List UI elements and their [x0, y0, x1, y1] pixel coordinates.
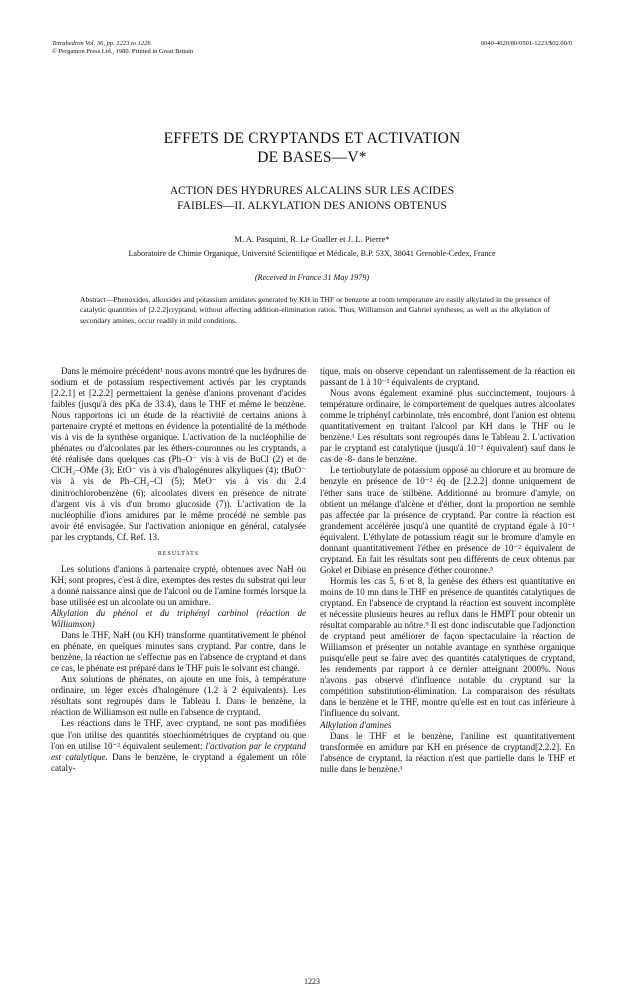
paragraph: Les solutions d'anions à partenaire crypté, obtenues avec NaH ou KH, sont propres, c'est à dire, exemptes des restes du substrat qui leur a donné naissance ainsi que de l'alcool ou de l'amine formés lorsque la base utilisée est un alcoolate ou un amidure.: [51, 563, 306, 607]
left-column: [51, 366, 306, 774]
right-column: [320, 366, 575, 775]
subsection-heading: Alkylation d'amines: [320, 719, 392, 730]
paragraph-text: Dans le benzène, le cryptand a également un rôle cataly-: [51, 751, 306, 773]
paragraph: Aux solutions de phénates, on ajoute en une fois, à température ordinaire, un léger excès d'halogénure (1.2 à 2 équivalents). Les résultats sont regroupés dans le Tableau I. Dans le benzène, la réaction de Williamson est nulle en l'absence de cryptand.: [51, 674, 306, 718]
section-heading: RESULTATS: [157, 550, 200, 557]
paragraph: Hormis les cas 5, 6 et 8, la genèse des éthers est quantitative en moins de 10 mn dans le THF en présence de quantités catalytiques de cryptand. En l'absence de cryptand la réaction est souvent incomplète et nécessite plusieurs heures au reflux dans le HMPT pour obtenir un résultat comparable au nôtre.⁹ Il est donc indiscutable que l'adjonction de cryptand peut améliorer de façon spectaculaire la réaction de Williamson et présenter un notable avantage en synthèse organique puisqu'elle peut se faire avec des quantités catalytiques de cryptand, les rendements par rapport à ce dernier atteignant 2000%. Nous n'avons pas observé d'influence notable du cryptand sur la compétition substitution-élimination. La comparaison des résultats dans le benzène et le THF, montre qu'elle est en tout cas inférieure à l'influence du solvant.: [320, 575, 575, 719]
paragraph-text: Les réactions dans le THF, avec cryptand, ne sont pas modifiées que l'on utilise des quantités stoechiométriques de cryptand ou que l'on en utilise 10⁻² équivalent seulement:: [51, 718, 306, 751]
journal-citation: [52, 40, 193, 56]
journal-code: 0040-4020/80/0501-1223/$02.00/0: [480, 40, 572, 47]
page-number: 1223: [304, 977, 320, 986]
abstract: Abstract—Phenoxides, alkoxides and potassium amidates generated by KH in THF or benzene at room temperature are easily alkylated in the presence of catalytic quantities of [2.2.2]cryptand, without affecting addition-elimination ratios. Thus, Williamson and Gabriel syntheses, as well as the alkylation of secondary amines, occur readily in mild conditions.: [80, 295, 550, 325]
paragraph: Dans le THF, NaH (ou KH) transforme quantitativement le phénol en phénate, en quelques minutes sans cryptand. Par contre, dans le benzène, la réaction ne s'effectue pas en l'absence de cryptand et dans ce cas, le phénate est préparé dans le THF puis le solvant est changé.: [51, 630, 306, 674]
paragraph: Dans le THF et le benzène, l'aniline est quantitativement transformée en amidure par KH en présence de cryptand[2.2.2]. En l'absence de cryptand, la réaction n'est que partielle dans le THF et nulle dans le benzène.¹: [320, 730, 575, 774]
article-subtitle-line1: ACTION DES HYDRURES ALCALINS SUR LES ACIDES: [169, 185, 455, 197]
paragraph: Nous avons également examiné plus succinctement, toujours à température ordinaire, le comportement de quelques autres alcoolates comme le triphényl carbinolate, très encombré, dont l'anion est obtenu quantitativement en traitant l'alcool par KH dans le THF ou le benzène.¹ Les résultats sont regroupés dans le Tableau 2. L'activation par le cryptand est catalytique (jusqu'à 10⁻² équivalent) sauf dans le cas de -8- dans le benzène.: [320, 388, 575, 465]
received-date: (Received in France 31 May 1979): [254, 273, 370, 282]
article-title-line2: DE BASES—V*: [257, 149, 367, 166]
article-title-line1: EFFETS DE CRYPTANDS ET ACTIVATION: [163, 130, 461, 147]
journal-citation-line2: © Pergamon Press Ltd., 1980. Printed in Great Britain: [52, 48, 194, 55]
paragraph: Dans le mémoire précédent¹ nous avons montré que les hydrures de sodium et de potassium respectivement activés par les cryptands [2.2.1] et [2.2.2] permettaient la genèse d'anions provenant d'acides faibles (jusqu'à des pKa de 33.4), dans le THF et même le benzène. Nous rapportons ici un étude de la réactivité de certains anions à partenaire crypté et mettons en évidence la potentialité de la méthode vis à vis de la synthèse organique. L'activation de la nucléophilie de phénates ou d'alcoolates par les éthers-couronnes ou les cryptands, a été réalisée dans quelques cas (Ph–O⁻ vis à vis de BuCl (2) et de ClCH₂–OMe (3); EtO⁻ vis à vis d'halogénures alkyliques (4); tBuO⁻ vis à vis de Ph–CH₂–Cl (5); MeO⁻ vis à vis du 2.4 dinitrochlorobenzène (6); alcoolates divers en présence de nitrate d'argent vis à vis d'un bromo glucoside (7)). L'activation de la nucléophilie d'ions amidures par le même procédé ne semble pas avoir été envisagée. Sur l'activation anionique en général, catalysée par les cryptands, Cf. Ref. 13.: [51, 366, 306, 542]
journal-citation-line1: Tetrahedron Vol. 36, pp. 1223 to 1226: [52, 40, 151, 47]
authors: M. A. Pasquini, R. Le Goaller et J. L. Pierre*: [234, 234, 390, 244]
subsection-heading: Alkylation du phénol et du triphényl carbinol (réaction de Williamson): [51, 607, 306, 630]
paragraph: Le tertiobutylate de potassium opposé au chlorure et au bromure de benzyle en présence de 10⁻² éq de [2.2.2] donne uniquement de l'éther sans trace de stilbène. Additionné au bromure d'amyle, on obtient un mélange d'alcène et d'éther, dont la proportion ne semble pas affectée par la présence de cryptand. Par contre la réaction est grandement accélérée jusqu'à une quantité de cryptand égale à 10⁻¹ équivalent. L'éthylate de potassium réagit sur le bromure d'amyle en donnant quantitativement l'éther en présence de 10⁻² équivalent de cryptand. En fait les résultats sont peu différents de ceux obtenus par Gokel et Dibiase en présence d'éther couronne.⁵: [320, 465, 575, 575]
affiliation: Laboratoire de Chimie Organique, Université Scientifique et Médicale, B.P. 53X, 38041 Grenoble-Cedex, France: [128, 249, 496, 258]
emphasis-text: l'activation par le cryptand est catalytique.: [51, 740, 307, 762]
paragraph: tique, mais on observe cependant un ralentissement de la réaction en passant de 1 à 10⁻² équivalents de cryptand.: [320, 366, 575, 388]
paragraph: [51, 718, 306, 773]
article-subtitle-line2: FAIBLES—II. ALKYLATION DES ANIONS OBTENUS: [177, 200, 447, 212]
